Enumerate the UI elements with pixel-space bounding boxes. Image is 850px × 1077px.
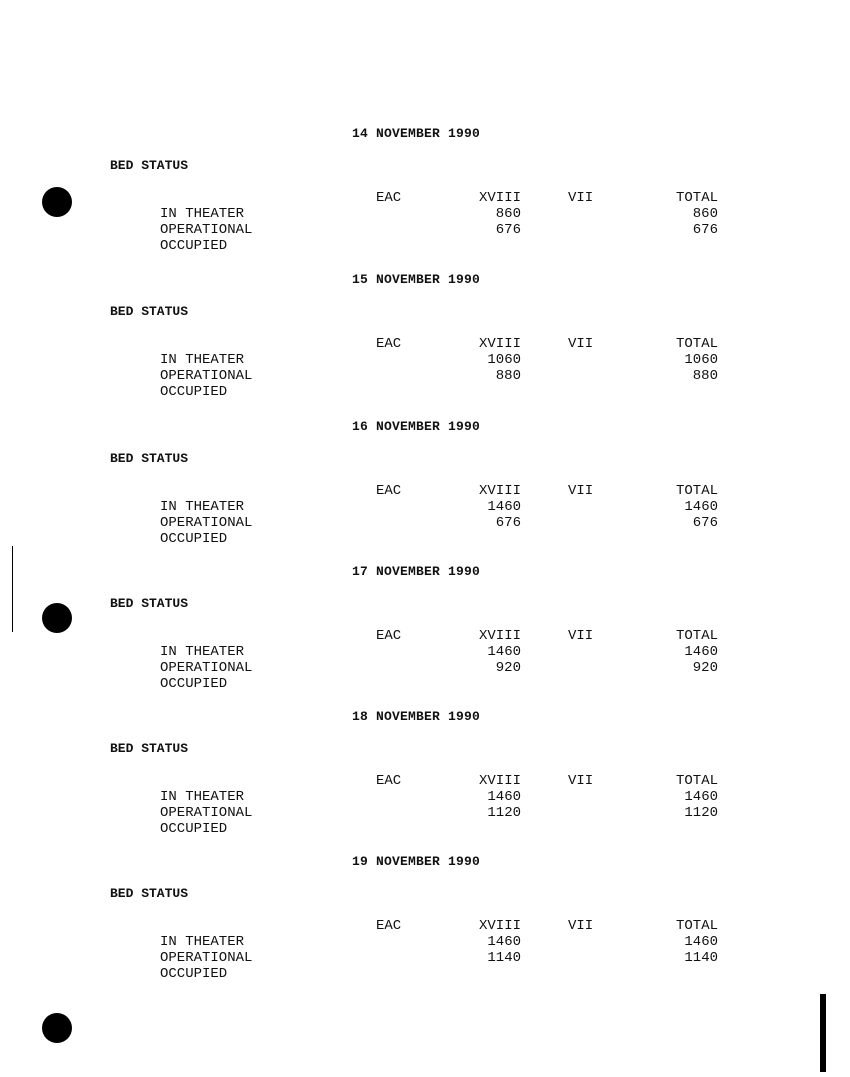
row-label-occupied: OCCUPIED (160, 531, 228, 547)
cell-xviii: 1460 (487, 934, 521, 950)
column-header-total: TOTAL (675, 190, 718, 206)
column-header-vii: VII (568, 336, 594, 352)
column-header-eac: EAC (376, 918, 402, 934)
row-label-in-theater: IN THEATER (160, 789, 245, 805)
daily-bed-status-section (0, 126, 850, 272)
daily-bed-status-section (0, 854, 850, 1000)
column-header-total: TOTAL (675, 336, 718, 352)
binding-mark-right (820, 994, 826, 1072)
column-header-vii: VII (568, 918, 594, 934)
column-header-xviii: XVIII (478, 190, 521, 206)
cell-xviii: 920 (495, 660, 521, 676)
section-date: 19 NOVEMBER 1990 (352, 854, 481, 869)
cell-total: 1140 (684, 950, 718, 966)
cell-total: 920 (692, 660, 718, 676)
cell-total: 1460 (684, 789, 718, 805)
cell-xviii: 1140 (487, 950, 521, 966)
cell-total: 1460 (684, 499, 718, 515)
cell-xviii: 880 (495, 368, 521, 384)
cell-total: 1060 (684, 352, 718, 368)
column-header-total: TOTAL (675, 483, 718, 499)
cell-xviii: 1120 (487, 805, 521, 821)
column-header-total: TOTAL (675, 918, 718, 934)
column-header-total: TOTAL (675, 773, 718, 789)
cell-xviii: 1460 (487, 499, 521, 515)
section-date: 17 NOVEMBER 1990 (352, 564, 481, 579)
cell-xviii: 1060 (487, 352, 521, 368)
section-heading: BED STATUS (110, 158, 189, 173)
section-heading: BED STATUS (110, 304, 189, 319)
row-label-operational: OPERATIONAL (160, 222, 253, 238)
column-header-eac: EAC (376, 773, 402, 789)
cell-xviii: 676 (495, 515, 521, 531)
column-header-eac: EAC (376, 628, 402, 644)
row-label-in-theater: IN THEATER (160, 644, 245, 660)
row-label-in-theater: IN THEATER (160, 352, 245, 368)
column-header-xviii: XVIII (478, 483, 521, 499)
column-header-eac: EAC (376, 190, 402, 206)
row-label-occupied: OCCUPIED (160, 821, 228, 837)
row-label-occupied: OCCUPIED (160, 384, 228, 400)
section-heading: BED STATUS (110, 596, 189, 611)
daily-bed-status-section (0, 564, 850, 710)
row-label-occupied: OCCUPIED (160, 238, 228, 254)
cell-total: 676 (692, 515, 718, 531)
column-header-vii: VII (568, 773, 594, 789)
row-label-operational: OPERATIONAL (160, 515, 253, 531)
row-label-in-theater: IN THEATER (160, 206, 245, 222)
daily-bed-status-section (0, 272, 850, 418)
column-header-xviii: XVIII (478, 773, 521, 789)
row-label-occupied: OCCUPIED (160, 966, 228, 982)
cell-total: 1460 (684, 644, 718, 660)
cell-total: 860 (692, 206, 718, 222)
cell-xviii: 1460 (487, 644, 521, 660)
section-heading: BED STATUS (110, 741, 189, 756)
cell-xviii: 1460 (487, 789, 521, 805)
column-header-total: TOTAL (675, 628, 718, 644)
cell-xviii: 860 (495, 206, 521, 222)
row-label-in-theater: IN THEATER (160, 499, 245, 515)
row-label-occupied: OCCUPIED (160, 676, 228, 692)
row-label-in-theater: IN THEATER (160, 934, 245, 950)
punch-hole-bottom (42, 1013, 72, 1043)
section-heading: BED STATUS (110, 451, 189, 466)
cell-total: 880 (692, 368, 718, 384)
column-header-vii: VII (568, 483, 594, 499)
section-date: 14 NOVEMBER 1990 (352, 126, 481, 141)
column-header-eac: EAC (376, 483, 402, 499)
cell-total: 676 (692, 222, 718, 238)
cell-total: 1460 (684, 934, 718, 950)
cell-total: 1120 (684, 805, 718, 821)
section-date: 16 NOVEMBER 1990 (352, 419, 481, 434)
section-date: 18 NOVEMBER 1990 (352, 709, 481, 724)
daily-bed-status-section (0, 419, 850, 565)
row-label-operational: OPERATIONAL (160, 805, 253, 821)
row-label-operational: OPERATIONAL (160, 368, 253, 384)
section-heading: BED STATUS (110, 886, 189, 901)
column-header-vii: VII (568, 628, 594, 644)
section-date: 15 NOVEMBER 1990 (352, 272, 481, 287)
daily-bed-status-section (0, 709, 850, 855)
column-header-xviii: XVIII (478, 336, 521, 352)
column-header-eac: EAC (376, 336, 402, 352)
cell-xviii: 676 (495, 222, 521, 238)
row-label-operational: OPERATIONAL (160, 950, 253, 966)
row-label-operational: OPERATIONAL (160, 660, 253, 676)
column-header-vii: VII (568, 190, 594, 206)
column-header-xviii: XVIII (478, 628, 521, 644)
column-header-xviii: XVIII (478, 918, 521, 934)
